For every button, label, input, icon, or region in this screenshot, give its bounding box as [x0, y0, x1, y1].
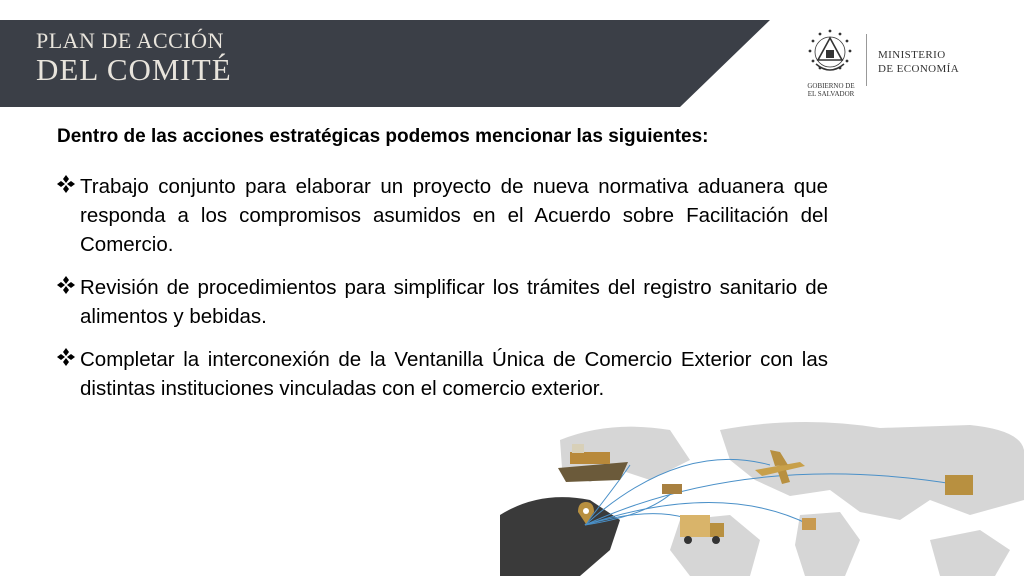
- seal-caption: [796, 82, 866, 98]
- list-item: [56, 273, 828, 331]
- logo-divider: [866, 34, 867, 86]
- diamond-dots-icon: [56, 347, 76, 367]
- diamond-dots-icon: [56, 275, 76, 295]
- world-map-icon: [500, 420, 1024, 576]
- ministry-line1: MINISTERIO: [878, 49, 946, 61]
- section-heading: Dentro de las acciones estratégicas podemos mencionar las siguientes:: [57, 126, 709, 147]
- seal-caption-line2: EL SALVADOR: [807, 90, 855, 98]
- page-title-line2: DEL COMITÉ: [36, 52, 232, 87]
- ministry-name: [878, 48, 959, 76]
- list-item: [56, 172, 828, 259]
- actions-list: [56, 172, 828, 417]
- list-item-text: Trabajo conjunto para elaborar un proyecto de nueva normativa aduanera que responda a los compromisos asumidos en el Acuerdo sobre Facilitación del Comercio.: [80, 175, 828, 256]
- page-title-line1: PLAN DE ACCIÓN: [36, 28, 224, 53]
- seal-caption-line1: GOBIERNO DE: [807, 82, 855, 90]
- list-item: [56, 345, 828, 403]
- list-item-text: Completar la interconexión de la Ventanilla Única de Comercio Exterior con las distintas instituciones vinculadas con el comercio exterior.: [80, 348, 828, 400]
- list-item-text: Revisión de procedimientos para simplificar los trámites del registro sanitario de alimentos y bebidas.: [80, 276, 828, 328]
- ministry-line2: DE ECONOMÍA: [878, 63, 960, 75]
- highlighted-region: [500, 497, 620, 576]
- diamond-dots-icon: [56, 174, 76, 194]
- page-title: [36, 30, 232, 85]
